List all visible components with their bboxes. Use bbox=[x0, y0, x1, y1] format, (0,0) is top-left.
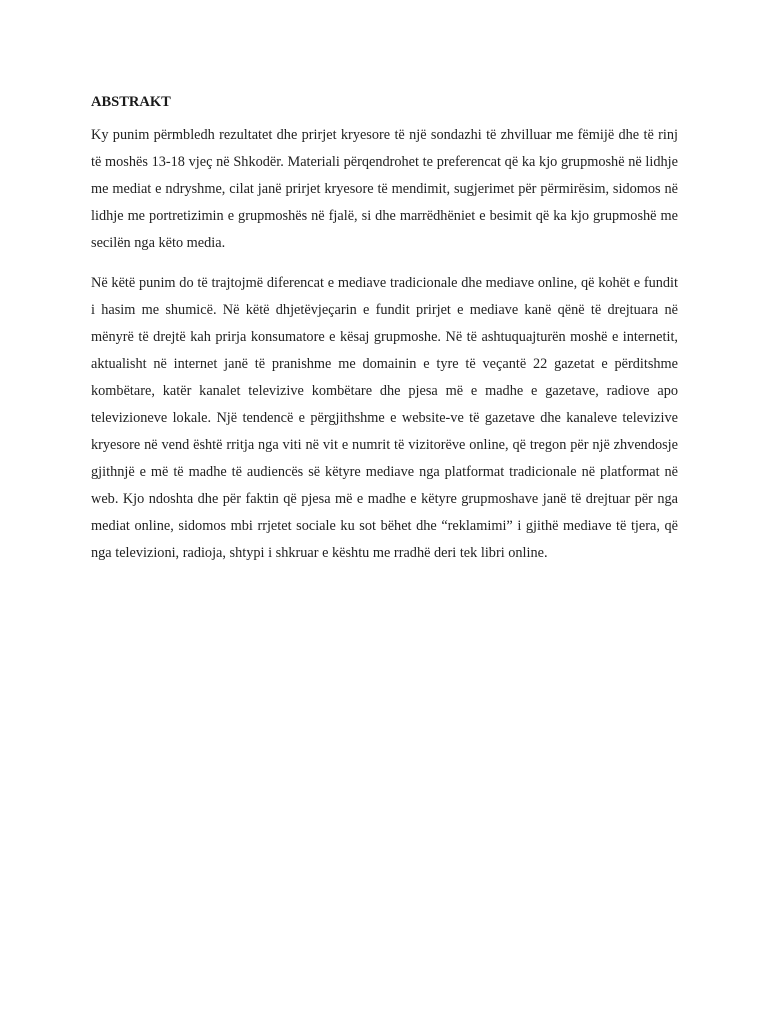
abstract-paragraph-1: Ky punim përmbledh rezultatet dhe prirjet kryesore të një sondazhi të zhvilluar me fëmijë dhe të rinj të moshës 13-18 vjeç në Shkodër. Materiali përqendrohet te preferencat që ka kjo grupmoshë në lidhje me mediat e ndryshme, cilat janë prirjet kryesore të mendimit, sugjerimet për përmirësim, sidomos në lidhje me portretizimin e grupmoshës në fjalë, si dhe marrëdhëniet e besimit që ka kjo grupmoshë me secilën nga këto media. bbox=[91, 127, 678, 251]
section-heading: ABSTRAKT bbox=[91, 94, 171, 110]
abstract-paragraph-2: Në këtë punim do të trajtojmë diferencat e mediave tradicionale dhe mediave online, që kohët e fundit i hasim me shumicë. Në këtë dhjetëvjeçarin e fundit prirjet e mediave kanë qënë të drejtuara në mënyrë të drejtë kah prirja konsumatore e kësaj grupmoshe. Në të ashtuquajturën moshë e internetit, aktualisht në internet janë të pranishme me domainin e tyre të veçantë 22 gazetat e përditshme kombëtare, katër kanalet televizive kombëtare dhe pjesa më e madhe e gazetave, radiove apo televizioneve lokale. Një tendencë e përgjithshme e website-ve të gazetave dhe kanaleve televizive kryesore në vend është rritja nga viti në vit e numrit të vizitorëve online, që tregon për një zhvendosje gjithnjë e më të madhe të audiencës së këtyre mediave nga platformat tradicionale në platformat në web. Kjo ndoshta dhe për faktin që pjesa më e madhe e këtyre grupmoshave janë të drejtuar për nga mediat online, sidomos mbi rrjetet sociale ku sot bëhet dhe “reklamimi” i gjithë mediave të tjera, që nga televizioni, radioja, shtypi i shkruar e kështu me rradhë deri tek libri online. bbox=[91, 275, 678, 561]
document-body bbox=[91, 92, 678, 580]
